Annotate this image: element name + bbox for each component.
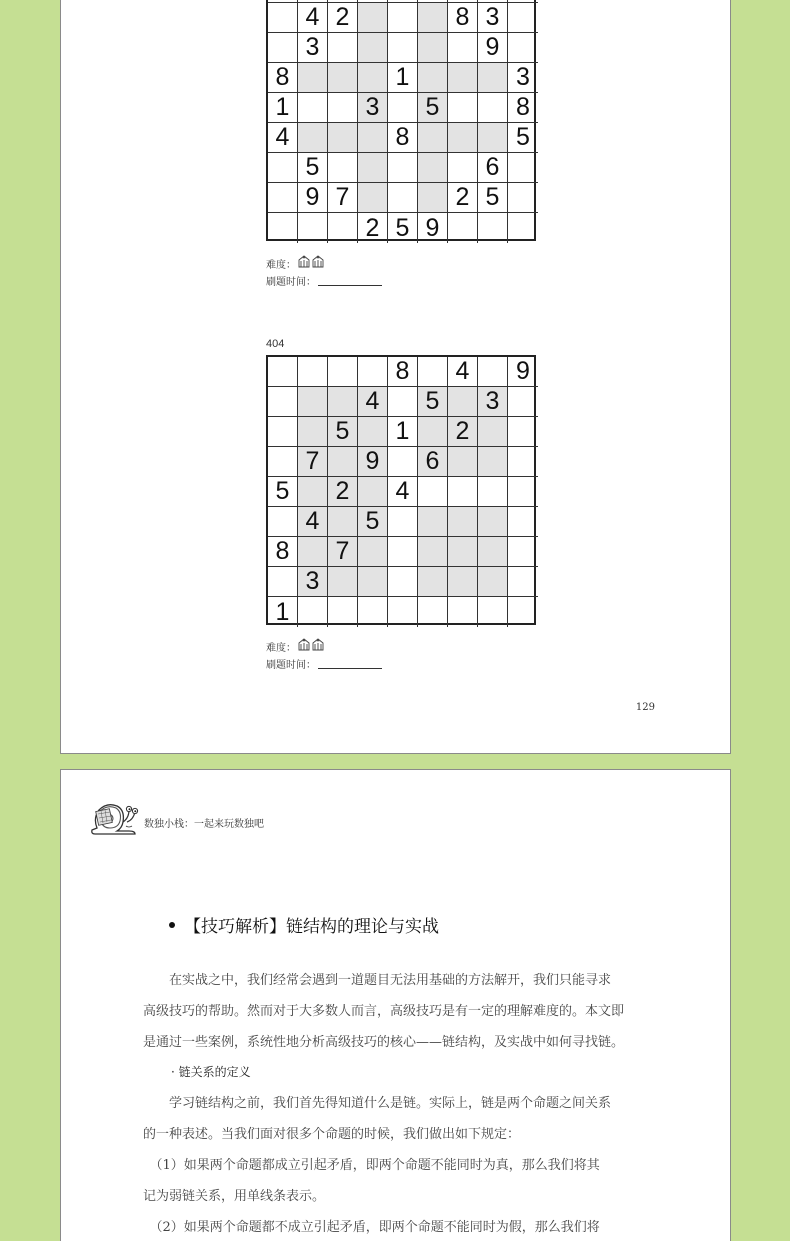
sudoku-cell: 3 bbox=[298, 33, 328, 63]
difficulty-label: 难度： bbox=[266, 259, 296, 271]
sudoku-cell bbox=[388, 567, 418, 597]
time-blank-line bbox=[318, 276, 382, 286]
sudoku-cell bbox=[388, 537, 418, 567]
sudoku-cell bbox=[508, 3, 538, 33]
book-page-129 bbox=[60, 0, 731, 754]
sudoku-cell bbox=[358, 537, 388, 567]
sudoku-cell: 5 bbox=[388, 213, 418, 243]
sudoku-cell bbox=[448, 213, 478, 243]
sudoku-cell bbox=[268, 507, 298, 537]
sudoku-grid-top bbox=[266, 0, 536, 241]
sudoku-cell: 2 bbox=[358, 213, 388, 243]
sudoku-cell bbox=[448, 537, 478, 567]
sudoku-cell bbox=[388, 597, 418, 627]
sudoku-cell: 7 bbox=[298, 447, 328, 477]
sudoku-cell: 8 bbox=[268, 63, 298, 93]
sudoku-cell bbox=[478, 537, 508, 567]
sudoku-cell bbox=[478, 447, 508, 477]
sudoku-cell bbox=[388, 3, 418, 33]
sudoku-cell: 4 bbox=[298, 3, 328, 33]
difficulty-row-top bbox=[266, 255, 324, 271]
sudoku-cell bbox=[478, 63, 508, 93]
sudoku-cell bbox=[388, 507, 418, 537]
text-line: 记为弱链关系，用单线条表示。 bbox=[143, 1189, 326, 1204]
sudoku-cell bbox=[448, 33, 478, 63]
sudoku-cell: 7 bbox=[328, 537, 358, 567]
difficulty-pencils bbox=[296, 255, 324, 271]
text-line: 在实战之中，我们经常会遇到一道题目无法用基础的方法解开，我们只能寻求 bbox=[143, 973, 612, 988]
sudoku-cell bbox=[358, 123, 388, 153]
sudoku-cell bbox=[268, 447, 298, 477]
sudoku-cell bbox=[508, 507, 538, 537]
sudoku-cell bbox=[328, 567, 358, 597]
sudoku-cell bbox=[328, 33, 358, 63]
snail-mascot-icon bbox=[89, 798, 139, 840]
sudoku-cell bbox=[298, 63, 328, 93]
sudoku-cell bbox=[358, 3, 388, 33]
sudoku-cell: 5 bbox=[508, 123, 538, 153]
sudoku-cell bbox=[418, 597, 448, 627]
sudoku-cell: 4 bbox=[268, 123, 298, 153]
sudoku-cell bbox=[418, 3, 448, 33]
sudoku-cell bbox=[448, 153, 478, 183]
sudoku-cell: 2 bbox=[448, 183, 478, 213]
sudoku-cell bbox=[328, 507, 358, 537]
pencil-icon bbox=[298, 255, 310, 268]
sudoku-cell bbox=[388, 153, 418, 183]
difficulty-row-bottom bbox=[266, 638, 324, 654]
time-label: 刷题时间： bbox=[266, 277, 316, 288]
sudoku-cell: 5 bbox=[298, 153, 328, 183]
sudoku-cell: 2 bbox=[328, 477, 358, 507]
sudoku-cell: 9 bbox=[358, 447, 388, 477]
difficulty-pencils bbox=[296, 638, 324, 654]
sudoku-cell bbox=[418, 357, 448, 387]
sudoku-cell: 8 bbox=[268, 537, 298, 567]
sudoku-cell bbox=[358, 33, 388, 63]
sudoku-cell bbox=[418, 153, 448, 183]
sudoku-cell bbox=[328, 387, 358, 417]
sudoku-cell bbox=[388, 387, 418, 417]
sudoku-cell bbox=[448, 477, 478, 507]
sudoku-cell bbox=[388, 183, 418, 213]
sudoku-cell bbox=[358, 357, 388, 387]
sudoku-cell bbox=[508, 213, 538, 243]
sudoku-cell bbox=[448, 447, 478, 477]
sudoku-cell bbox=[268, 153, 298, 183]
book-page-130 bbox=[60, 769, 731, 1241]
text-line: 是通过一些案例，系统性地分析高级技巧的核心——链结构，及实战中如何寻找链。 bbox=[143, 1035, 625, 1050]
sudoku-cell bbox=[418, 33, 448, 63]
sudoku-cell bbox=[418, 477, 448, 507]
sudoku-cell bbox=[448, 63, 478, 93]
sudoku-cell bbox=[328, 153, 358, 183]
page-number: 129 bbox=[635, 702, 655, 713]
time-row-top bbox=[266, 273, 382, 288]
difficulty-label: 难度： bbox=[266, 642, 296, 654]
sudoku-cell bbox=[358, 183, 388, 213]
sudoku-cell bbox=[508, 477, 538, 507]
pencil-icon bbox=[312, 638, 324, 651]
sudoku-cell bbox=[508, 447, 538, 477]
sudoku-cell bbox=[478, 417, 508, 447]
running-header: 数独小栈：一起来玩数独吧 bbox=[144, 819, 264, 830]
sudoku-cell bbox=[448, 597, 478, 627]
sudoku-cell: 6 bbox=[478, 153, 508, 183]
sudoku-cell: 4 bbox=[388, 477, 418, 507]
sudoku-cell bbox=[388, 93, 418, 123]
sudoku-cell: 3 bbox=[508, 63, 538, 93]
sudoku-cell bbox=[478, 123, 508, 153]
sudoku-cell bbox=[298, 537, 328, 567]
sudoku-cell bbox=[418, 567, 448, 597]
sudoku-cell bbox=[508, 597, 538, 627]
pencil-icon bbox=[298, 638, 310, 651]
sudoku-cell bbox=[328, 123, 358, 153]
sudoku-cell: 8 bbox=[448, 3, 478, 33]
sudoku-cell: 1 bbox=[268, 597, 298, 627]
sudoku-cell: 5 bbox=[328, 417, 358, 447]
sudoku-cell: 7 bbox=[328, 183, 358, 213]
sudoku-cell bbox=[508, 33, 538, 63]
sudoku-cell: 5 bbox=[418, 93, 448, 123]
sudoku-cell bbox=[388, 33, 418, 63]
sudoku-cell bbox=[298, 123, 328, 153]
sudoku-cell bbox=[358, 63, 388, 93]
sudoku-cell: 5 bbox=[478, 183, 508, 213]
sudoku-cell: 6 bbox=[418, 447, 448, 477]
sudoku-cell bbox=[358, 597, 388, 627]
sudoku-cell: 8 bbox=[508, 93, 538, 123]
sudoku-cell: 1 bbox=[388, 63, 418, 93]
sudoku-cell bbox=[268, 213, 298, 243]
sudoku-cell: 5 bbox=[268, 477, 298, 507]
sudoku-cell bbox=[328, 213, 358, 243]
sudoku-cell bbox=[298, 597, 328, 627]
body-paragraph bbox=[143, 1088, 639, 1241]
section-title-text: 【技巧解析】链结构的理论与实战 bbox=[184, 917, 439, 937]
sudoku-cell bbox=[358, 567, 388, 597]
sudoku-cell bbox=[448, 567, 478, 597]
sudoku-cell: 9 bbox=[478, 33, 508, 63]
sudoku-cell bbox=[298, 93, 328, 123]
sudoku-cell: 3 bbox=[478, 3, 508, 33]
sudoku-cell: 1 bbox=[268, 93, 298, 123]
time-label: 刷题时间： bbox=[266, 660, 316, 671]
sudoku-cell bbox=[298, 477, 328, 507]
sudoku-cell bbox=[388, 447, 418, 477]
sudoku-cell bbox=[478, 567, 508, 597]
sudoku-cell: 2 bbox=[328, 3, 358, 33]
section-title bbox=[169, 912, 439, 937]
sudoku-cell bbox=[268, 183, 298, 213]
sudoku-cell bbox=[298, 417, 328, 447]
text-line: 学习链结构之前，我们首先得知道什么是链。实际上，链是两个命题之间关系 bbox=[143, 1096, 612, 1111]
sudoku-cell bbox=[418, 537, 448, 567]
sudoku-cell bbox=[508, 417, 538, 447]
sudoku-cell bbox=[358, 477, 388, 507]
sudoku-grid-bottom bbox=[266, 355, 536, 625]
sudoku-cell bbox=[358, 417, 388, 447]
text-line: 高级技巧的帮助。然而对于大多数人而言，高级技巧是有一定的理解难度的。本文即 bbox=[143, 1004, 625, 1019]
sudoku-cell bbox=[268, 387, 298, 417]
sudoku-cell bbox=[478, 93, 508, 123]
sudoku-cell: 2 bbox=[448, 417, 478, 447]
sudoku-cell bbox=[508, 153, 538, 183]
sudoku-cell: 8 bbox=[388, 123, 418, 153]
sudoku-cell bbox=[478, 213, 508, 243]
sudoku-cell: 9 bbox=[298, 183, 328, 213]
sudoku-cell bbox=[448, 123, 478, 153]
sudoku-cell bbox=[268, 357, 298, 387]
sudoku-cell bbox=[298, 387, 328, 417]
text-line: （2）如果两个命题都不成立引起矛盾，即两个命题不能同时为假，那么我们将 bbox=[143, 1220, 600, 1235]
sudoku-cell bbox=[448, 507, 478, 537]
sudoku-cell bbox=[328, 63, 358, 93]
bullet-icon bbox=[169, 922, 175, 928]
sudoku-cell: 3 bbox=[478, 387, 508, 417]
sudoku-cell: 4 bbox=[448, 357, 478, 387]
sudoku-cell bbox=[478, 597, 508, 627]
sudoku-cell bbox=[268, 33, 298, 63]
sudoku-cell bbox=[448, 387, 478, 417]
sudoku-cell: 9 bbox=[418, 213, 448, 243]
sudoku-cell bbox=[478, 357, 508, 387]
sudoku-cell: 3 bbox=[358, 93, 388, 123]
text-line: 的一种表述。当我们面对很多个命题的时候，我们做出如下规定： bbox=[143, 1127, 521, 1142]
time-blank-line bbox=[318, 659, 382, 669]
sudoku-cell: 3 bbox=[298, 567, 328, 597]
sudoku-cell: 5 bbox=[358, 507, 388, 537]
sudoku-cell bbox=[418, 417, 448, 447]
sudoku-cell: 1 bbox=[388, 417, 418, 447]
sudoku-cell bbox=[268, 567, 298, 597]
sudoku-cell bbox=[418, 183, 448, 213]
subheading: · 链关系的定义 bbox=[171, 1065, 251, 1079]
sudoku-cell: 5 bbox=[418, 387, 448, 417]
pencil-icon bbox=[312, 255, 324, 268]
sudoku-cell: 4 bbox=[358, 387, 388, 417]
sudoku-cell bbox=[448, 93, 478, 123]
sudoku-cell bbox=[478, 507, 508, 537]
sudoku-cell: 8 bbox=[388, 357, 418, 387]
sudoku-cell bbox=[328, 597, 358, 627]
sudoku-cell: 9 bbox=[508, 357, 538, 387]
sudoku-cell: 4 bbox=[298, 507, 328, 537]
sudoku-cell bbox=[328, 357, 358, 387]
sudoku-cell bbox=[298, 357, 328, 387]
sudoku-cell bbox=[268, 3, 298, 33]
sudoku-cell bbox=[358, 153, 388, 183]
sudoku-cell bbox=[268, 417, 298, 447]
intro-paragraph bbox=[143, 965, 639, 1058]
sudoku-cell bbox=[478, 477, 508, 507]
sudoku-cell bbox=[418, 123, 448, 153]
sudoku-cell bbox=[508, 537, 538, 567]
sudoku-cell bbox=[328, 93, 358, 123]
time-row-bottom bbox=[266, 656, 382, 671]
puzzle-number: 404 bbox=[266, 338, 285, 350]
sudoku-cell bbox=[418, 63, 448, 93]
sudoku-cell bbox=[298, 213, 328, 243]
sudoku-cell bbox=[508, 183, 538, 213]
sudoku-cell bbox=[508, 387, 538, 417]
sudoku-cell bbox=[418, 507, 448, 537]
sudoku-cell bbox=[328, 447, 358, 477]
sudoku-cell bbox=[508, 567, 538, 597]
text-line: （1）如果两个命题都成立引起矛盾，即两个命题不能同时为真，那么我们将其 bbox=[143, 1158, 600, 1173]
